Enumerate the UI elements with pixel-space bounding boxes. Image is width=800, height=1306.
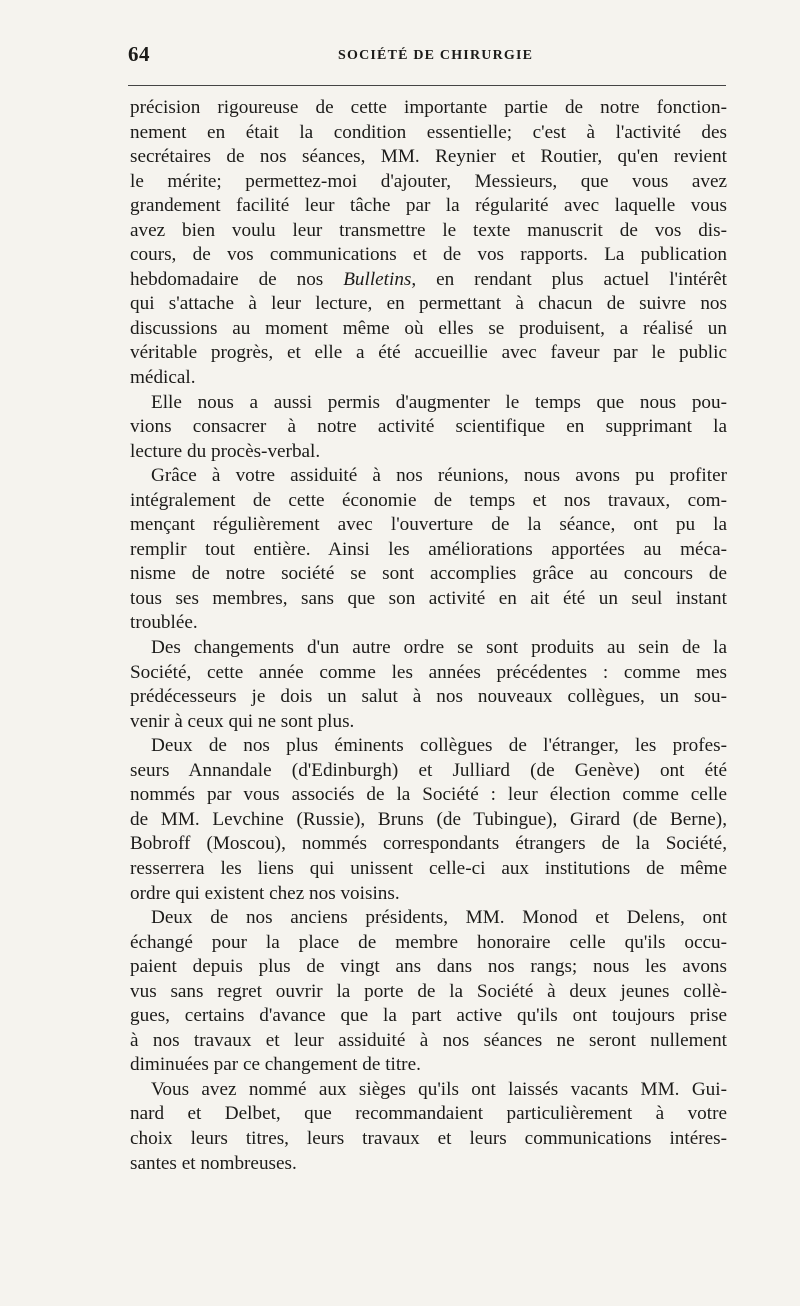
text-line: prédécesseurs je dois un salut à nos nouveaux collègues, un sou- (130, 686, 727, 708)
text-line: discussions au moment même où elles se produisent, a réalisé un (130, 317, 727, 339)
text-line: Elle nous a aussi permis d'augmenter le temps que nous pou- (151, 391, 727, 413)
paragraph (130, 906, 727, 1078)
text-line: qui s'attache à leur lecture, en permettant à chacun de suivre nos (130, 293, 727, 315)
text-line: Deux de nos plus éminents collègues de l'étranger, les profes- (151, 735, 727, 757)
text-line: cours, de vos communications et de vos rapports. La publication (130, 244, 727, 266)
page-header (128, 42, 728, 72)
text-line: nisme de notre société se sont accomplies grâce au concours de (130, 563, 727, 585)
text-line: vions consacrer à notre activité scientifique en supprimant la (130, 416, 727, 438)
text-segment: hebdomadaire de nos (130, 268, 344, 290)
text-line: précision rigoureuse de cette importante partie de notre fonction- (130, 97, 727, 118)
text-line: nommés par vous associés de la Société : leur élection comme celle (130, 784, 727, 806)
text-line: diminuées par ce changement de titre. (130, 1054, 421, 1076)
text-line: nement en était la condition essentielle; c'est à l'activité des (130, 121, 727, 143)
text-line: nard et Delbet, que recommandaient particulièrement à votre (130, 1103, 727, 1125)
paragraph (130, 636, 727, 734)
text-line: grandement facilité leur tâche par la régularité avec laquelle vous (130, 195, 727, 217)
text-line: ordre qui existent chez nos voisins. (130, 882, 400, 904)
text-line: venir à ceux qui ne sont plus. (130, 710, 355, 732)
text-line: échangé pour la place de membre honoraire celle qu'ils occu- (130, 931, 727, 953)
journal-title: Bulletins (343, 268, 412, 290)
body-text (130, 96, 727, 1176)
text-line: Deux de nos anciens présidents, MM. Monod et Delens, ont (151, 907, 727, 929)
text-line: avez bien voulu leur transmettre le texte manuscrit de vos dis- (130, 219, 727, 241)
text-line: seurs Annandale (d'Edinburgh) et Julliard (de Genève) ont été (130, 759, 727, 781)
text-line: remplir tout entière. Ainsi les améliorations apportées au méca- (130, 538, 727, 560)
text-line: Vous avez nommé aux sièges qu'ils ont laissés vacants MM. Gui- (151, 1078, 727, 1100)
text-line: troublée. (130, 612, 198, 634)
text-line: choix leurs titres, leurs travaux et leurs communications intéres- (130, 1127, 727, 1149)
text-line: véritable progrès, et elle a été accueillie avec faveur par le public (130, 342, 727, 364)
text-line: le mérite; permettez-moi d'ajouter, Messieurs, que vous avez (130, 170, 727, 192)
paragraph (130, 391, 727, 465)
text-line: mençant régulièrement avec l'ouverture de la séance, ont pu la (130, 514, 727, 536)
text-line: lecture du procès-verbal. (130, 440, 321, 462)
text-line: resserrera les liens qui unissent celle-ci aux institutions de même (130, 857, 727, 879)
text-line: à nos travaux et leur assiduité à nos séances ne seront nullement (130, 1029, 727, 1051)
paragraph (130, 96, 727, 391)
text-line: tous ses membres, sans que son activité en ait été un seul instant (130, 587, 727, 609)
text-line: médical. (130, 367, 196, 389)
text-line: gues, certains d'avance que la part active qu'ils ont toujours prise (130, 1005, 727, 1027)
text-line: intégralement de cette économie de temps et nos travaux, com- (130, 489, 727, 511)
text-line: secrétaires de nos séances, MM. Reynier et Routier, qu'en revient (130, 146, 727, 168)
paragraph (130, 1078, 727, 1176)
text-line: Grâce à votre assiduité à nos réunions, nous avons pu profiter (151, 465, 727, 487)
text-line: paient depuis plus de vingt ans dans nos rangs; nous les avons (130, 956, 727, 978)
header-rule (128, 85, 726, 86)
page-number: 64 (128, 42, 150, 66)
paragraph (130, 464, 727, 636)
text-segment: , en rendant plus actuel l'intérêt (411, 268, 727, 290)
text-line: Société, cette année comme les années précédentes : comme mes (130, 661, 727, 683)
text-line: vus sans regret ouvrir la porte de la Société à deux jeunes collè- (130, 980, 727, 1002)
text-line (130, 268, 727, 293)
text-line: de MM. Levchine (Russie), Bruns (de Tubingue), Girard (de Berne), (130, 808, 727, 830)
text-line: Bobroff (Moscou), nommés correspondants étrangers de la Société, (130, 833, 727, 855)
running-head: SOCIÉTÉ DE CHIRURGIE (338, 48, 534, 63)
text-line: santes et nombreuses. (130, 1152, 297, 1174)
text-line: Des changements d'un autre ordre se sont produits au sein de la (151, 637, 727, 659)
paragraph (130, 734, 727, 906)
